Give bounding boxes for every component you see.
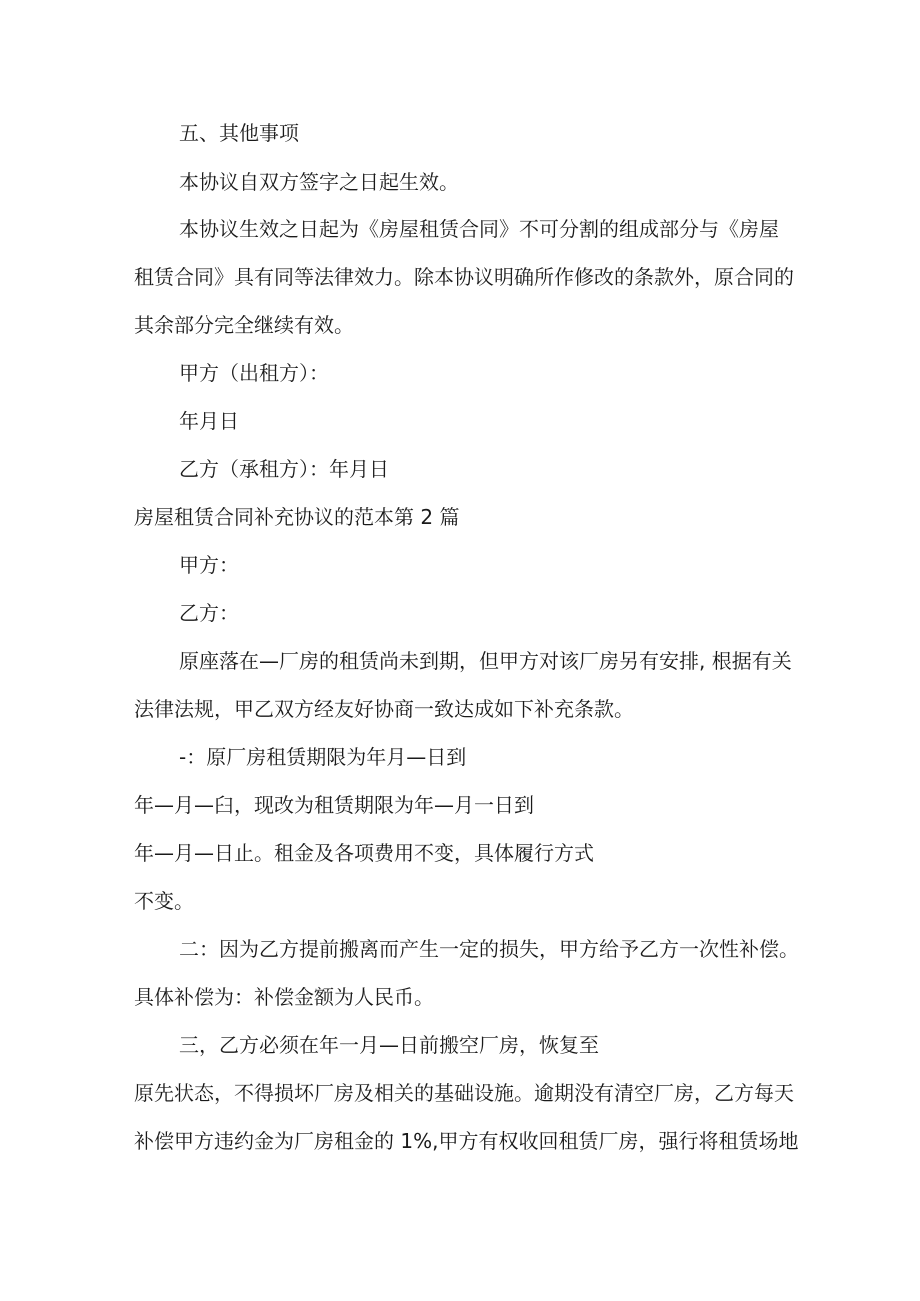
section-heading-other-matters: 五、其他事项 — [179, 121, 299, 145]
paragraph-line: 本协议生效之日起为《房屋租赁合同》不可分割的组成部分与《房屋 — [179, 217, 779, 241]
clause-one-line: 年—月—日止。租金及各项费用不变，具体履行方式 — [134, 841, 594, 865]
party-b-line: 乙方： — [179, 601, 239, 625]
clause-three-line: 三，乙方必须在年一月—日前搬空厂房，恢复至 — [179, 1033, 599, 1057]
paragraph-line: 租赁合同》具有同等法律效力。除本协议明确所作修改的条款外，原合同的 — [134, 265, 794, 289]
paragraph-line: 其余部分完全继续有效。 — [134, 313, 354, 337]
party-a-line: 甲方： — [179, 553, 239, 577]
document-title-part-2: 房屋租赁合同补充协议的范本第 2 篇 — [134, 505, 460, 529]
paragraph-line: 原座落在—厂房的租赁尚未到期，但甲方对该厂房另有安排, 根据有关 — [179, 649, 792, 673]
paragraph-line: 法律法规，甲乙双方经友好协商一致达成如下补充条款。 — [134, 697, 634, 721]
clause-three-line: 原先状态，不得损坏厂房及相关的基础设施。逾期没有清空厂房，乙方每天 — [134, 1081, 794, 1105]
party-a-signature-line: 甲方（出租方）： — [179, 361, 329, 385]
clause-one-line: 年—月—臼，现改为租赁期限为年—月一日到 — [134, 793, 534, 817]
clause-three-line: 补偿甲方违约金为厂房租金的 1%,甲方有权收回租赁厂房，强行将租赁场地 — [134, 1129, 799, 1153]
clause-two-line: 二：因为乙方提前搬离而产生一定的损失，甲方给予乙方一次性补偿。 — [179, 937, 799, 961]
clause-one-line: -：原厂房租赁期限为年月—日到 — [179, 745, 467, 769]
party-b-signature-line: 乙方（承租方）：年月日 — [179, 457, 389, 481]
paragraph-line: 本协议自双方签字之日起生效。 — [179, 170, 459, 194]
date-line: 年月日 — [179, 409, 239, 433]
clause-one-line: 不变。 — [134, 889, 194, 913]
clause-two-line: 具体补偿为：补偿金额为人民币。 — [134, 985, 434, 1009]
